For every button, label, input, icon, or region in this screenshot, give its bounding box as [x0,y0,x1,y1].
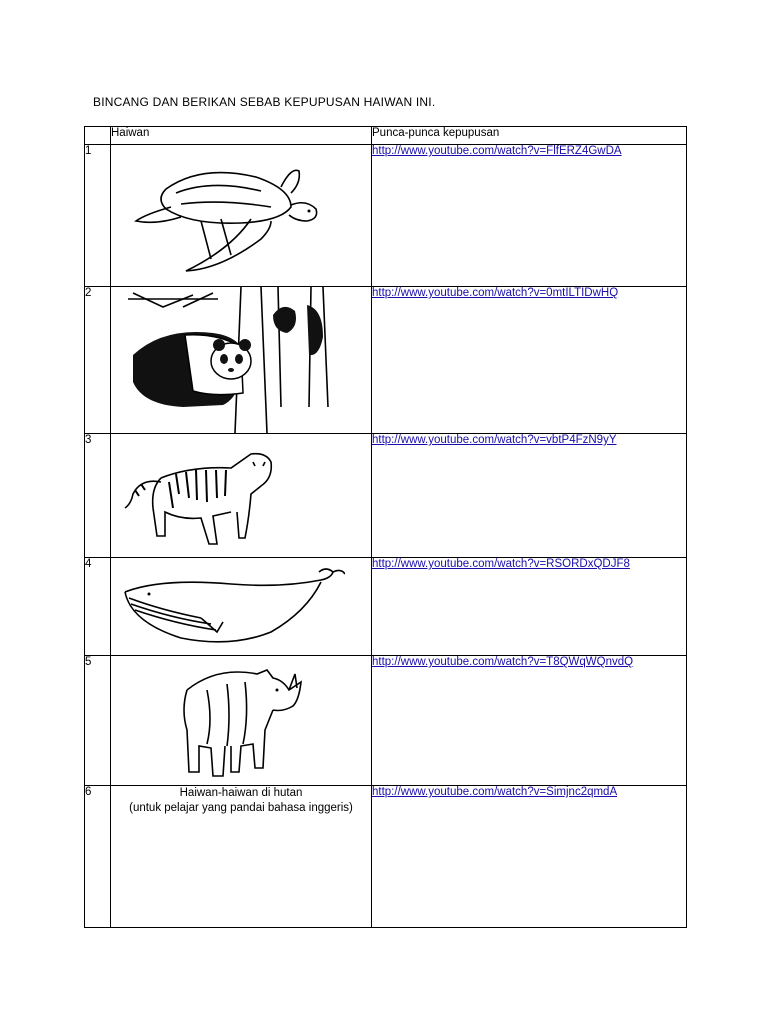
table-row [85,145,687,287]
panda-illustration [123,287,335,433]
table-row [85,656,687,786]
video-link[interactable]: http://www.youtube.com/watch?v=FlfERZ4GwDA [372,145,622,157]
animal-cell [111,287,372,434]
table-row [85,287,687,434]
tiger-illustration [121,438,281,556]
number-column-header [85,127,111,145]
row-number: 4 [85,558,111,656]
row-number: 5 [85,656,111,786]
turtle-illustration [131,159,331,279]
cause-cell [372,434,687,558]
animal-text-line-1: Haiwan-haiwan di hutan [179,787,303,799]
table-row [85,434,687,558]
row-number: 2 [85,287,111,434]
worksheet-heading: BINCANG DAN BERIKAN SEBAB KEPUPUSAN HAIWAN INI. [93,95,436,109]
table-header-row [85,127,687,145]
animal-column-header: Haiwan [111,127,372,145]
cause-cell [372,287,687,434]
animal-cell [111,656,372,786]
video-link[interactable]: http://www.youtube.com/watch?v=RSORDxQDJF8 [372,558,630,570]
cause-cell [372,145,687,287]
cause-cell [372,786,687,928]
row-number: 6 [85,786,111,928]
cause-cell [372,656,687,786]
whale-illustration [121,562,345,652]
row-number: 1 [85,145,111,287]
table-row [85,558,687,656]
table-row [85,786,687,928]
animal-cell [111,786,372,928]
animal-cell [111,558,372,656]
cause-column-header: Punca-punca kepupusan [372,127,687,145]
animal-text-line-2: (untuk pelajar yang pandai bahasa inggeris) [129,802,353,814]
animal-table [84,126,687,928]
video-link[interactable]: http://www.youtube.com/watch?v=Simjnc2qmdA [372,786,618,798]
video-link[interactable]: http://www.youtube.com/watch?v=T8QWqWQnvdQ [372,656,634,668]
video-link[interactable]: http://www.youtube.com/watch?v=vbtP4FzN9yY [372,434,617,446]
rhinoceros-illustration [177,660,307,784]
animal-cell [111,145,372,287]
video-link[interactable]: http://www.youtube.com/watch?v=0mtILTIDwHQ [372,287,619,299]
cause-cell [372,558,687,656]
row-number: 3 [85,434,111,558]
animal-cell [111,434,372,558]
